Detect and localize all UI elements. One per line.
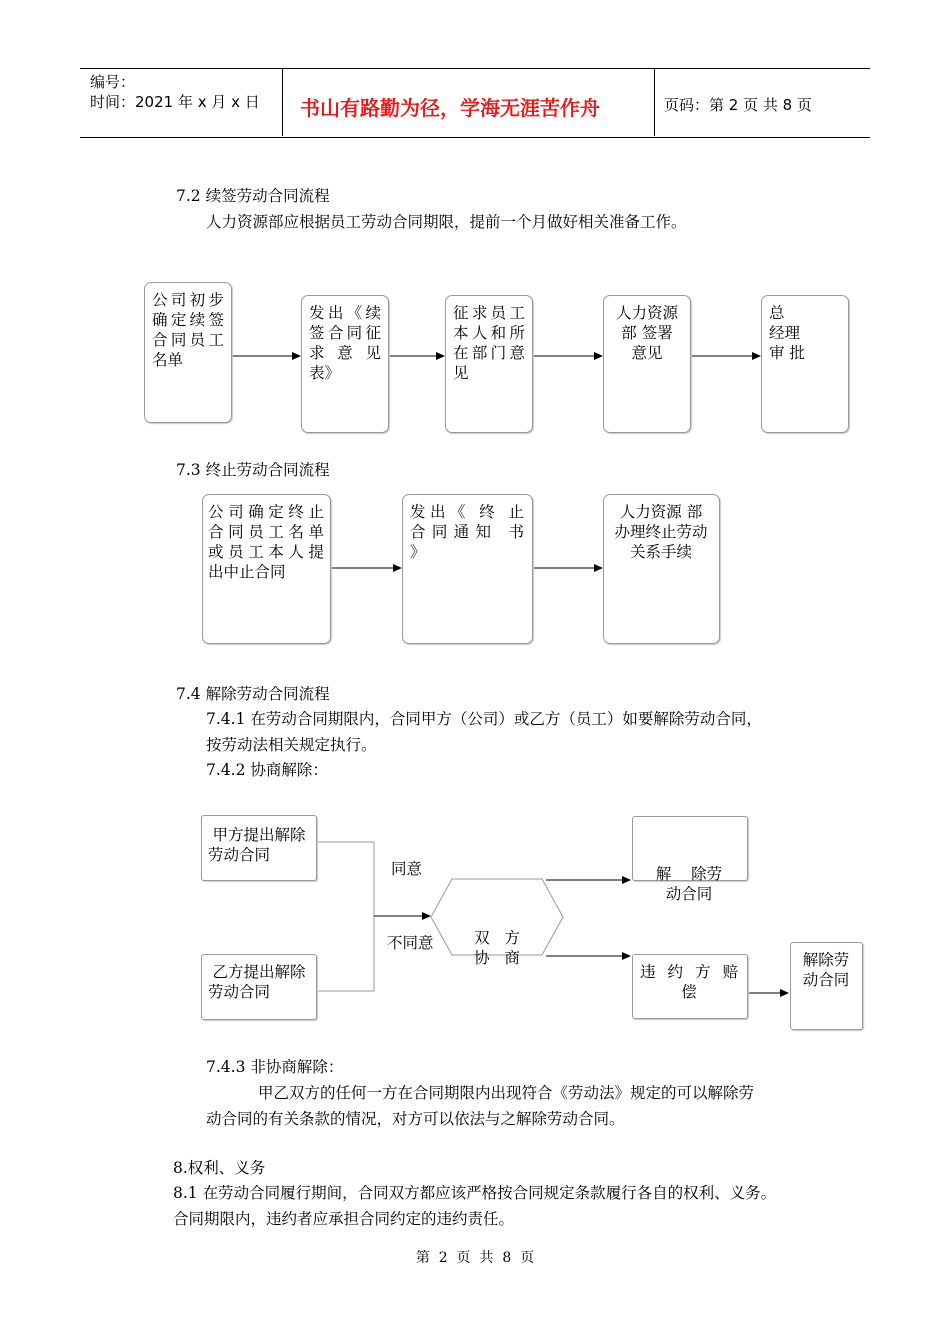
header-time: 时间：2021 年 x 月 x 日 (90, 93, 260, 111)
flow73-box-hr-text: 人力资源 部 办理终止劳动 关系手续 (614, 503, 708, 561)
section-7-2-desc: 人力资源部应根据员工劳动合同期限，提前一个月做好相关准备工作。 (206, 213, 687, 231)
header-number: 编号： (90, 73, 136, 91)
section-7-4-2-title: 7.4.2 协商解除： (206, 761, 328, 779)
header-motto: 书山有路勤为径，学海无涯苦作舟 (300, 96, 600, 120)
flow72-box-list-text: 公司初步 确定续签 合同员工 名单 (152, 291, 224, 369)
flow72-box-hr-text: 人力资源 部 签署 意见 (615, 304, 678, 362)
section-7-4-3-line1: 甲乙双方的任何一方在合同期限内出现符合《劳动法》规定的可以解除劳 (258, 1084, 755, 1102)
section-7-3-title: 7.3 终止劳动合同流程 (176, 461, 330, 479)
section-8-title: 8.权利、义务 (173, 1159, 266, 1177)
section-7-2-title: 7.2 续签劳动合同流程 (176, 187, 330, 205)
flow742-disagree-label: 不同意 (387, 934, 434, 952)
section-7-4-1-line1: 7.4.1 在劳动合同期限内，合同甲方（公司）或乙方（员工）如要解除劳动合同， (206, 710, 762, 728)
flow742-final-text: 解除劳 动合同 (802, 951, 850, 989)
section-7-4-3-line2: 动合同的有关条款的情况，对方可以依法与之解除劳动合同。 (206, 1110, 625, 1128)
flow73-box-notice-text: 发出《 终 止 合同通知 书 》 (410, 503, 524, 561)
flow73-box-list-text: 公司确定终止 合同员工名单 或员工本人提 出中止合同 (208, 503, 324, 581)
flow72-box-gm-text: 总 经理 审 批 (769, 304, 805, 362)
flow742-party-a-text: 甲方提出解除 劳动合同 (208, 826, 306, 864)
section-7-4-3-title: 7.4.3 非协商解除： (206, 1058, 344, 1076)
section-7-4-1-line2: 按劳动法相关规定执行。 (206, 736, 377, 754)
flow742-agree-label: 同意 (391, 860, 423, 878)
section-8-1-line2: 合同期限内，违约者应承担合同约定的违约责任。 (173, 1210, 515, 1228)
flow72-box-opinion-text: 征求员工 本人和所 在部门意 见 (453, 304, 525, 382)
flow72-box-notice-text: 发出《续 签合同征 求 意 见 表》 (309, 304, 381, 382)
section-8-1-line1: 8.1 在劳动合同履行期间，合同双方都应该严格按合同规定条款履行各自的权利、义务。 (173, 1184, 777, 1202)
header-page: 页码：第 2 页 共 8 页 (664, 96, 812, 114)
footer-page-number: 第 2 页 共 8 页 (415, 1250, 535, 1266)
flow742-negotiate-text: 双 方 协 商 (474, 929, 520, 967)
flow742-compensate-text: 违约方赔 偿 (640, 963, 738, 1001)
section-7-4-title: 7.4 解除劳动合同流程 (176, 685, 330, 703)
flow742-party-b-text: 乙方提出解除 劳动合同 (208, 963, 306, 1001)
flow742-terminate-text: 解 除劳 动合同 (655, 865, 723, 903)
